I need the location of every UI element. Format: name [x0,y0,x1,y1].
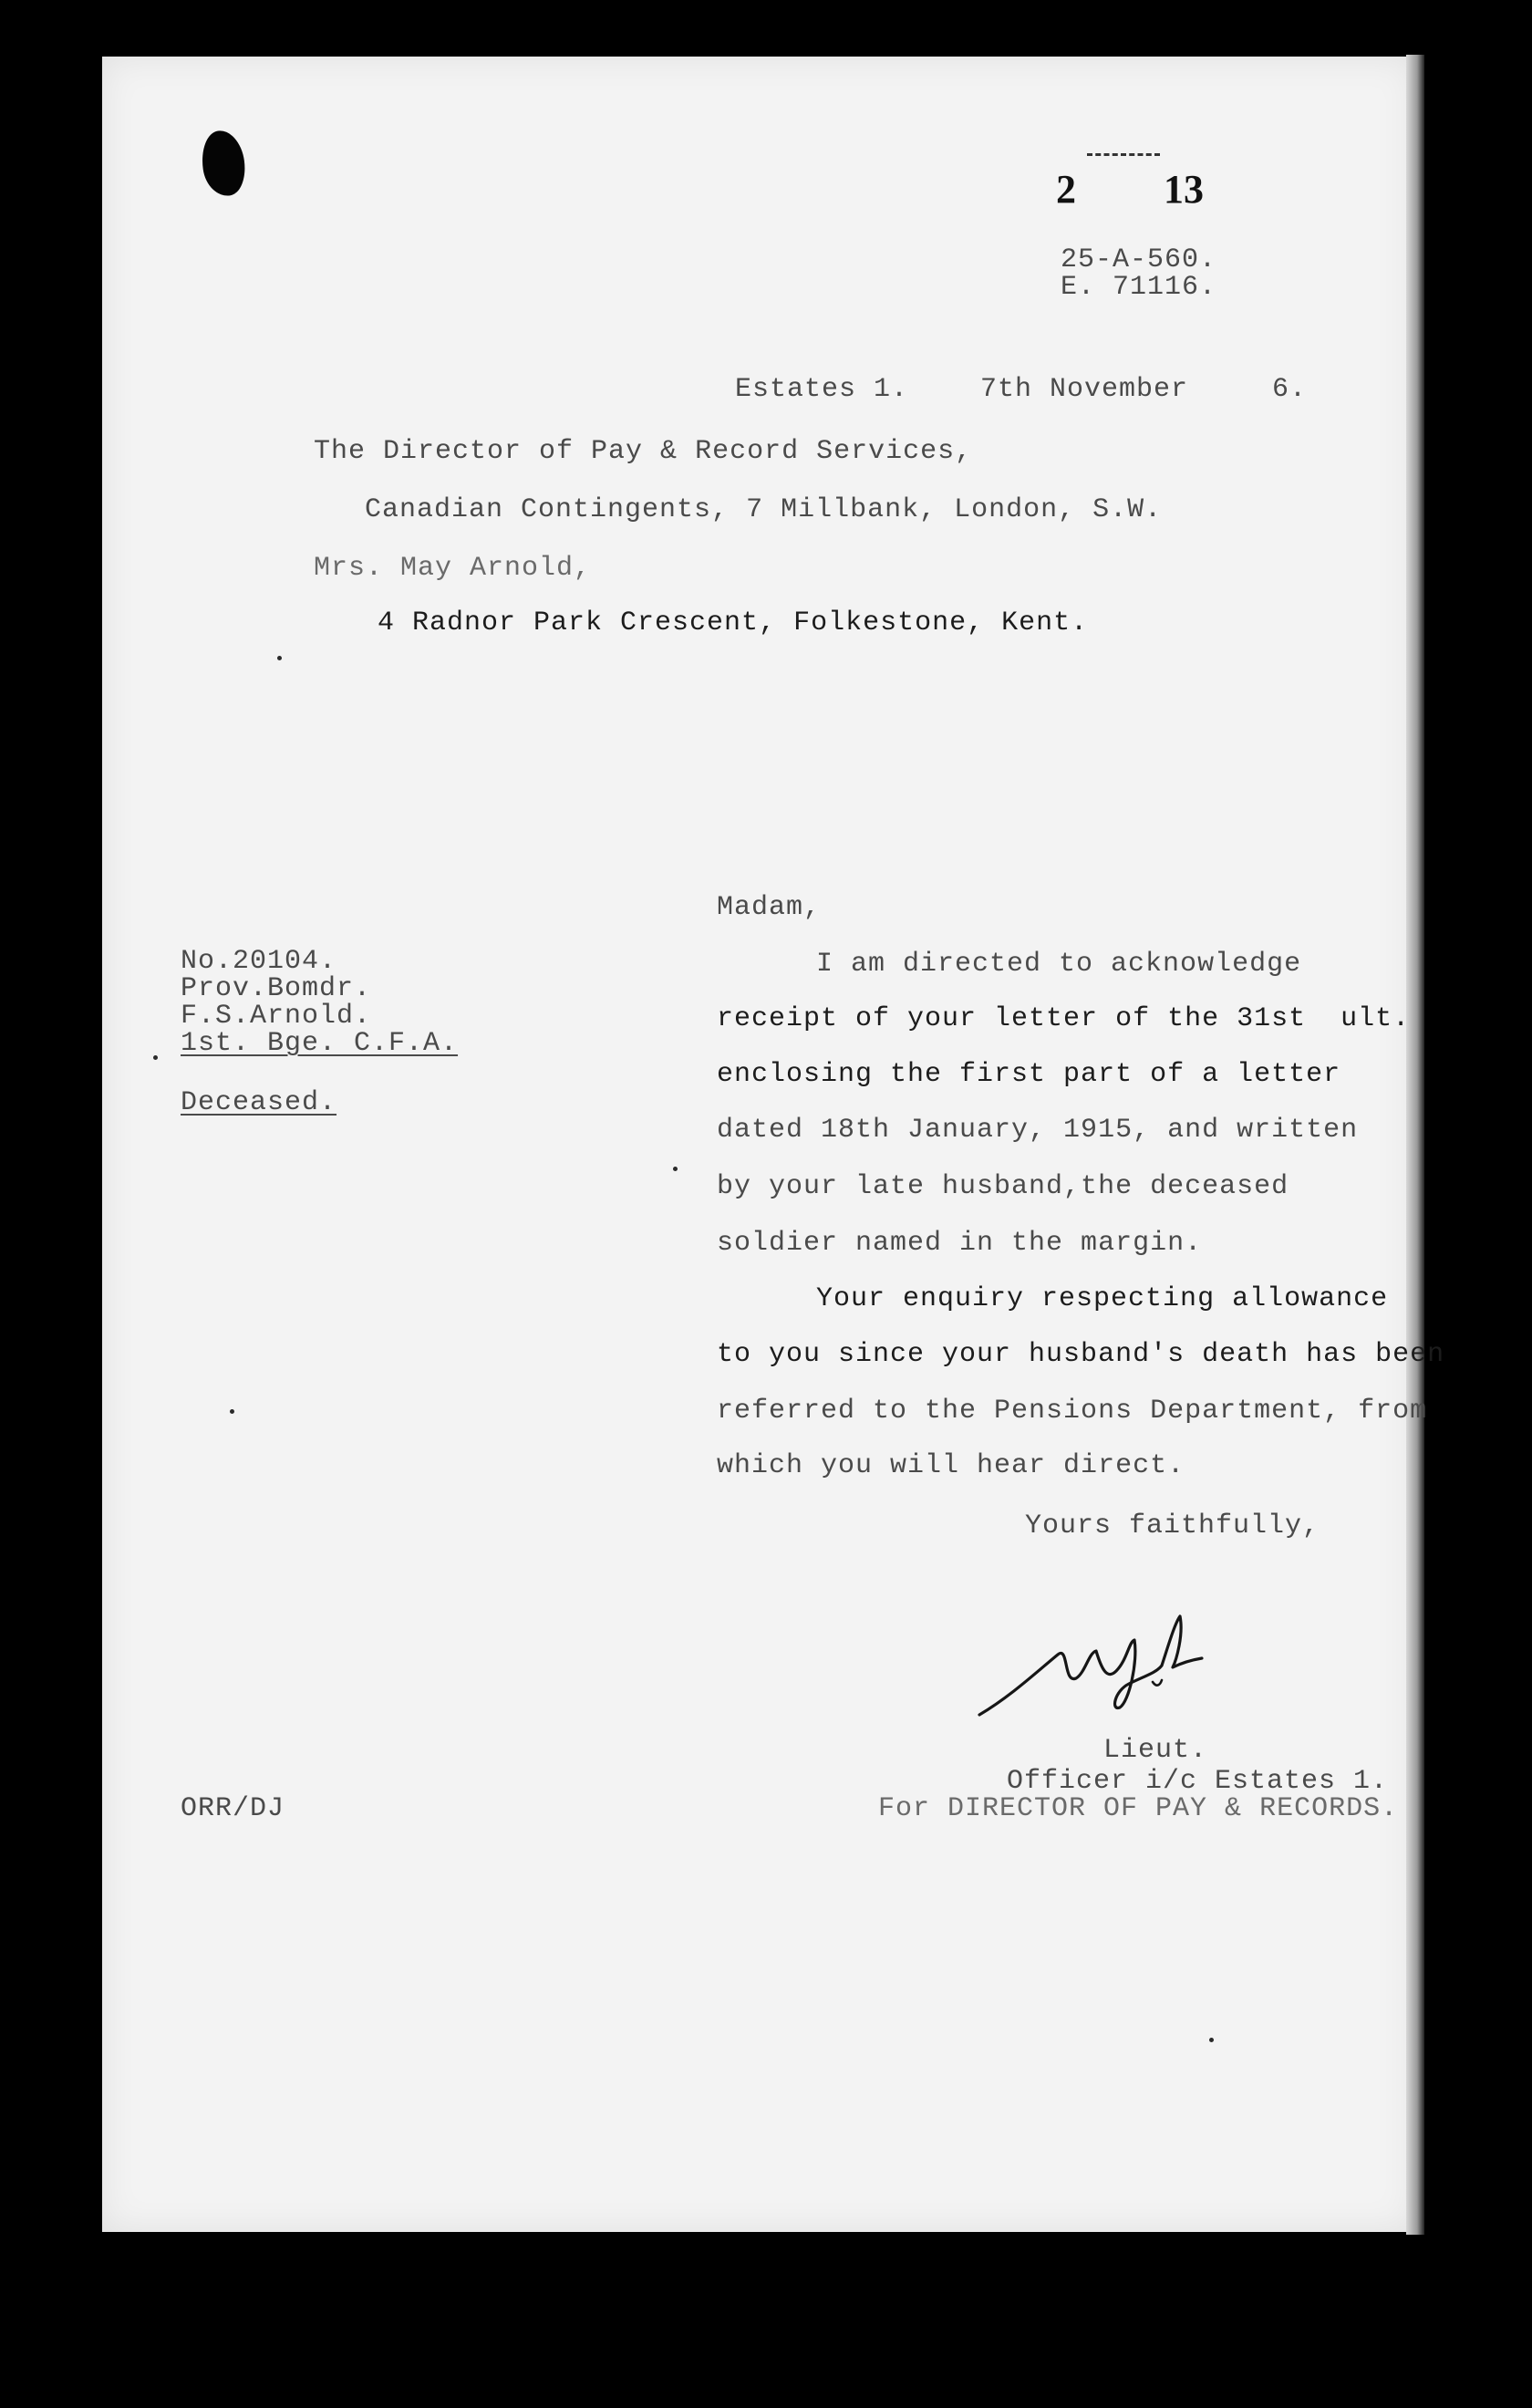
letter-line: referred to the Pensions Department, from [717,1396,1428,1427]
addressee-line-4: 4 Radnor Park Crescent, Folkestone, Kent. [378,607,1089,638]
scan-speck [277,656,282,660]
file-reference-1: 25-A-560. [1061,244,1217,275]
scan-speck [153,1055,158,1060]
letter-date: 7th November [980,374,1189,405]
margin-service-number: No.20104. [181,946,337,977]
letter-line: receipt of your letter of the 31st ult. [717,1003,1411,1034]
folio-number-right: 13 [1164,167,1204,212]
scan-speck [1209,2038,1214,2042]
letter-line: by your late husband,the deceased [717,1171,1289,1202]
letter-line: dated 18th January, 1915, and written [717,1115,1359,1146]
addressee-line-1: The Director of Pay & Record Services, [314,436,973,467]
addressee-line-2: Canadian Contingents, 7 Millbank, London, S.W. [365,494,1163,525]
letter-line: soldier named in the margin. [717,1228,1203,1259]
letter-line: enclosing the first part of a letter [717,1059,1341,1090]
folio-dash-mark [1087,153,1160,156]
letter-line: which you will hear direct. [717,1450,1185,1481]
salutation: Madam, [717,892,822,923]
letter-line: I am directed to acknowledge [816,949,1302,980]
margin-soldier-name: F.S.Arnold. [181,1001,372,1032]
letter-line: to you since your husband's death has been [717,1339,1445,1370]
scan-speck [230,1409,234,1414]
typist-reference: ORR/DJ [181,1793,285,1824]
margin-status: Deceased. [181,1087,337,1118]
file-reference-2: E. 71116. [1061,272,1217,303]
signatory-for-line: For DIRECTOR OF PAY & RECORDS. [878,1793,1399,1824]
handwritten-signature [974,1607,1229,1726]
folio-number-left: 2 [1056,167,1076,212]
signatory-title: Officer i/c Estates 1. [1007,1766,1389,1797]
closing: Yours faithfully, [1025,1510,1320,1541]
margin-unit: 1st. Bge. C.F.A. [181,1028,459,1059]
letter-line: Your enquiry respecting allowance [816,1283,1389,1314]
addressee-line-3: Mrs. May Arnold, [314,553,592,584]
department-ref: Estates 1. [735,374,909,405]
signatory-rank: Lieut. [1103,1735,1208,1766]
margin-rank: Prov.Bomdr. [181,973,372,1004]
scan-speck [673,1167,678,1171]
letter-year: 6. [1272,374,1308,405]
page-edge [1406,55,1424,2235]
